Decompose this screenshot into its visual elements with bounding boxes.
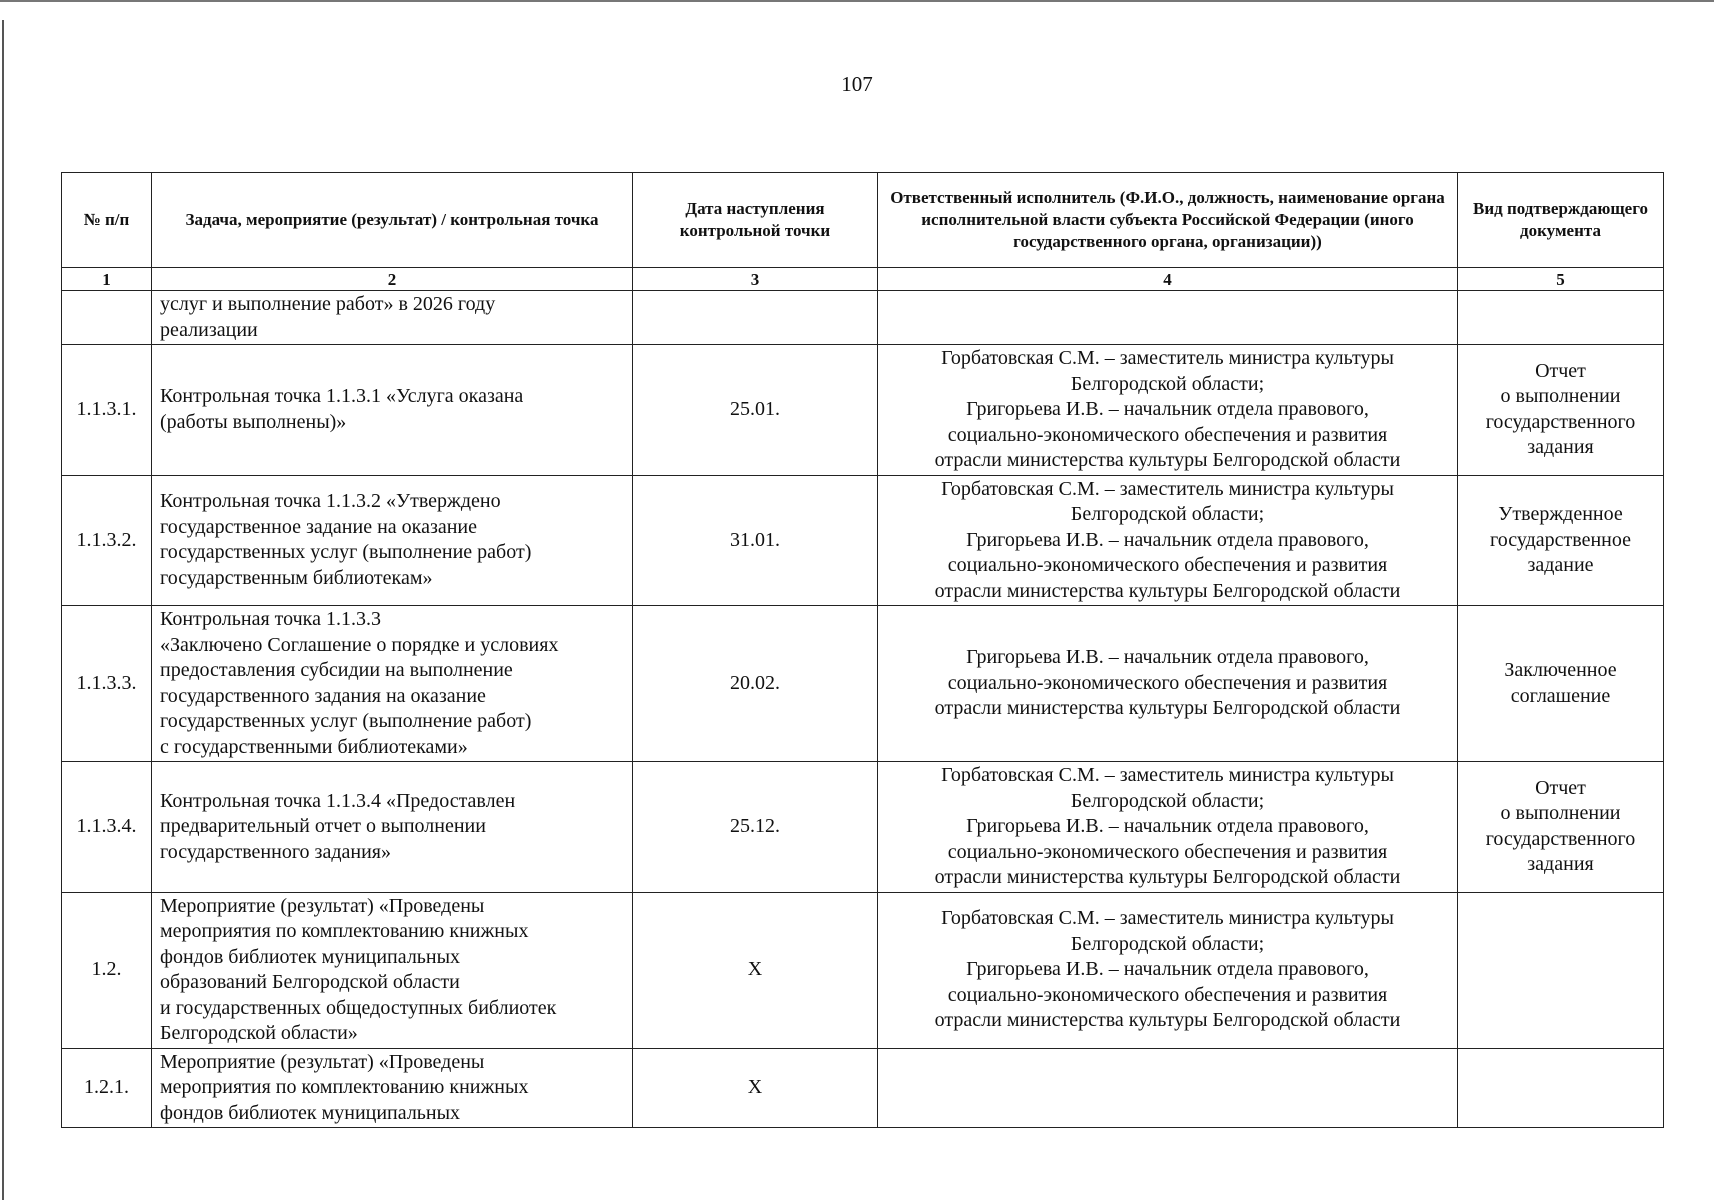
document-text-line: задания xyxy=(1527,853,1594,876)
cell-document xyxy=(1458,475,1664,606)
cell-document xyxy=(1458,606,1664,762)
cell-date: 31.01. xyxy=(633,475,878,606)
table-body xyxy=(62,291,1664,1128)
responsible-text-line: отрасли министерства культуры Белгородской области xyxy=(934,866,1401,888)
header-document: Вид подтверждающего документа xyxy=(1458,173,1664,268)
task-text-line: с государственными библиотеками» xyxy=(160,735,468,758)
task-text-line: государственного задания на оказание xyxy=(160,684,486,707)
cell-number: 1.1.3.2. xyxy=(62,475,152,606)
task-text-line: «Заключено Соглашение о порядке и условиях xyxy=(160,633,559,656)
task-text-line: предоставления субсидии на выполнение xyxy=(160,659,513,681)
task-text-line: (работы выполнены)» xyxy=(160,410,347,433)
document-text-line: государственного xyxy=(1485,410,1636,433)
responsible-text-line: Горбатовская С.М. – заместитель министра культуры xyxy=(941,907,1394,930)
table-row xyxy=(62,762,1664,893)
cell-document xyxy=(1458,892,1664,1048)
task-text-line: фондов библиотек муниципальных xyxy=(160,945,461,968)
cell-task xyxy=(152,345,633,476)
task-text-line: Контрольная точка 1.1.3.3 xyxy=(160,608,381,630)
task-text-line: Мероприятие (результат) «Проведены xyxy=(160,1050,485,1073)
cell-document xyxy=(1458,291,1664,345)
cell-number: 1.1.3.1. xyxy=(62,345,152,476)
responsible-text-line: Григорьева И.В. – начальник отдела правового, xyxy=(966,646,1369,669)
column-number: 3 xyxy=(633,268,878,291)
cell-date: X xyxy=(633,892,878,1048)
cell-task xyxy=(152,892,633,1048)
table-row xyxy=(62,291,1664,345)
responsible-text-line: социально-экономического обеспечения и развития xyxy=(947,840,1388,863)
task-text-line: Мероприятие (результат) «Проведены xyxy=(160,894,485,917)
table-row xyxy=(62,475,1664,606)
cell-number xyxy=(62,291,152,345)
column-number: 1 xyxy=(62,268,152,291)
cell-task xyxy=(152,1048,633,1128)
cell-number: 1.1.3.3. xyxy=(62,606,152,762)
responsible-text-line: отрасли министерства культуры Белгородской области xyxy=(934,449,1401,471)
cell-task xyxy=(152,762,633,893)
header-num: № п/п xyxy=(62,173,152,268)
task-text-line: государственным библиотекам» xyxy=(160,566,433,589)
scan-border-top xyxy=(0,0,1714,2)
header-responsible: Ответственный исполнитель (Ф.И.О., должность, наименование органа исполнительной власти субъекта Российской Федерации (иного государственного органа, организации)) xyxy=(878,173,1458,268)
responsible-text-line: Белгородской области; xyxy=(1070,372,1265,395)
scan-border-left xyxy=(2,20,4,1200)
task-text-line: мероприятия по комплектованию книжных xyxy=(160,1076,529,1098)
document-text-line: Утвержденное xyxy=(1498,503,1623,525)
cell-responsible xyxy=(878,475,1458,606)
task-text-line: реализации xyxy=(160,318,258,341)
task-text-line: предварительный отчет о выполнении xyxy=(160,815,486,837)
cell-date: 25.12. xyxy=(633,762,878,893)
responsible-text-line: отрасли министерства культуры Белгородской области xyxy=(934,579,1401,602)
responsible-text-line: социально-экономического обеспечения и развития xyxy=(947,423,1388,446)
cell-responsible xyxy=(878,1048,1458,1128)
cell-document xyxy=(1458,762,1664,893)
table-row xyxy=(62,345,1664,476)
column-number-row xyxy=(62,268,1664,291)
cell-responsible xyxy=(878,892,1458,1048)
responsible-text-line: социально-экономического обеспечения и развития xyxy=(947,983,1388,1006)
document-text-line: задания xyxy=(1527,436,1594,459)
responsible-text-line: Григорьева И.В. – начальник отдела правового, xyxy=(966,815,1369,837)
cell-number: 1.2. xyxy=(62,892,152,1048)
cell-responsible xyxy=(878,345,1458,476)
responsible-text-line: Белгородской области; xyxy=(1070,932,1265,955)
responsible-text-line: отрасли министерства культуры Белгородской области xyxy=(934,697,1401,720)
task-text-line: Контрольная точка 1.1.3.1 «Услуга оказана xyxy=(160,385,524,408)
page-number: 107 xyxy=(841,72,873,96)
cell-responsible xyxy=(878,762,1458,893)
table-row xyxy=(62,606,1664,762)
task-text-line: государственных услуг (выполнение работ) xyxy=(160,710,532,732)
cell-task xyxy=(152,606,633,762)
document-text-line: о выполнении xyxy=(1500,802,1621,825)
cell-document xyxy=(1458,1048,1664,1128)
responsible-text-line: отрасли министерства культуры Белгородской области xyxy=(934,1009,1401,1032)
control-points-table xyxy=(61,172,1664,1128)
task-text-line: государственное задание на оказание xyxy=(160,515,478,538)
responsible-text-line: Белгородской области; xyxy=(1070,503,1265,525)
document-text-line: Отчет xyxy=(1535,776,1586,799)
cell-task xyxy=(152,475,633,606)
responsible-text-line: Белгородской области; xyxy=(1070,789,1265,812)
task-text-line: государственных услуг (выполнение работ) xyxy=(160,541,532,564)
task-text-line: мероприятия по комплектованию книжных xyxy=(160,920,529,942)
document-text-line: Отчет xyxy=(1535,359,1586,382)
table-header-row xyxy=(62,173,1664,268)
document-text-line: о выполнении xyxy=(1500,385,1621,408)
cell-date: X xyxy=(633,1048,878,1128)
cell-number: 1.2.1. xyxy=(62,1048,152,1128)
responsible-text-line: Григорьева И.В. – начальник отдела правового, xyxy=(966,958,1369,981)
column-number: 5 xyxy=(1458,268,1664,291)
cell-date: 20.02. xyxy=(633,606,878,762)
task-text-line: фондов библиотек муниципальных xyxy=(160,1101,461,1124)
task-text-line: Контрольная точка 1.1.3.2 «Утверждено xyxy=(160,490,501,513)
cell-date xyxy=(633,291,878,345)
task-text-line: Контрольная точка 1.1.3.4 «Предоставлен xyxy=(160,789,516,812)
cell-responsible xyxy=(878,606,1458,762)
column-number: 2 xyxy=(152,268,633,291)
task-text-line: услуг и выполнение работ» в 2026 году xyxy=(160,293,496,315)
responsible-text-line: Григорьева И.В. – начальник отдела правового, xyxy=(966,398,1369,420)
responsible-text-line: Горбатовская С.М. – заместитель министра культуры xyxy=(941,347,1394,369)
responsible-text-line: социально-экономического обеспечения и развития xyxy=(947,554,1388,576)
table-row xyxy=(62,892,1664,1048)
cell-document xyxy=(1458,345,1664,476)
task-text-line: образований Белгородской области xyxy=(160,971,460,993)
document-text-line: государственное xyxy=(1490,528,1631,551)
document-text-line: соглашение xyxy=(1510,684,1611,707)
cell-number: 1.1.3.4. xyxy=(62,762,152,893)
document-text-line: государственного xyxy=(1485,827,1636,850)
table-row xyxy=(62,1048,1664,1128)
cell-responsible xyxy=(878,291,1458,345)
cell-task xyxy=(152,291,633,345)
header-task: Задача, мероприятие (результат) / контрольная точка xyxy=(152,173,633,268)
header-date: Дата наступления контрольной точки xyxy=(633,173,878,268)
responsible-text-line: Горбатовская С.М. – заместитель министра культуры xyxy=(941,477,1394,500)
task-text-line: и государственных общедоступных библиотек xyxy=(160,996,557,1019)
document-text-line: Заключенное xyxy=(1504,659,1617,681)
column-number: 4 xyxy=(878,268,1458,291)
document-text-line: задание xyxy=(1527,554,1594,576)
cell-date: 25.01. xyxy=(633,345,878,476)
responsible-text-line: социально-экономического обеспечения и развития xyxy=(947,671,1388,694)
responsible-text-line: Григорьева И.В. – начальник отдела правового, xyxy=(966,528,1369,551)
task-text-line: государственного задания» xyxy=(160,840,391,863)
responsible-text-line: Горбатовская С.М. – заместитель министра культуры xyxy=(941,764,1394,786)
task-text-line: Белгородской области» xyxy=(160,1022,358,1044)
